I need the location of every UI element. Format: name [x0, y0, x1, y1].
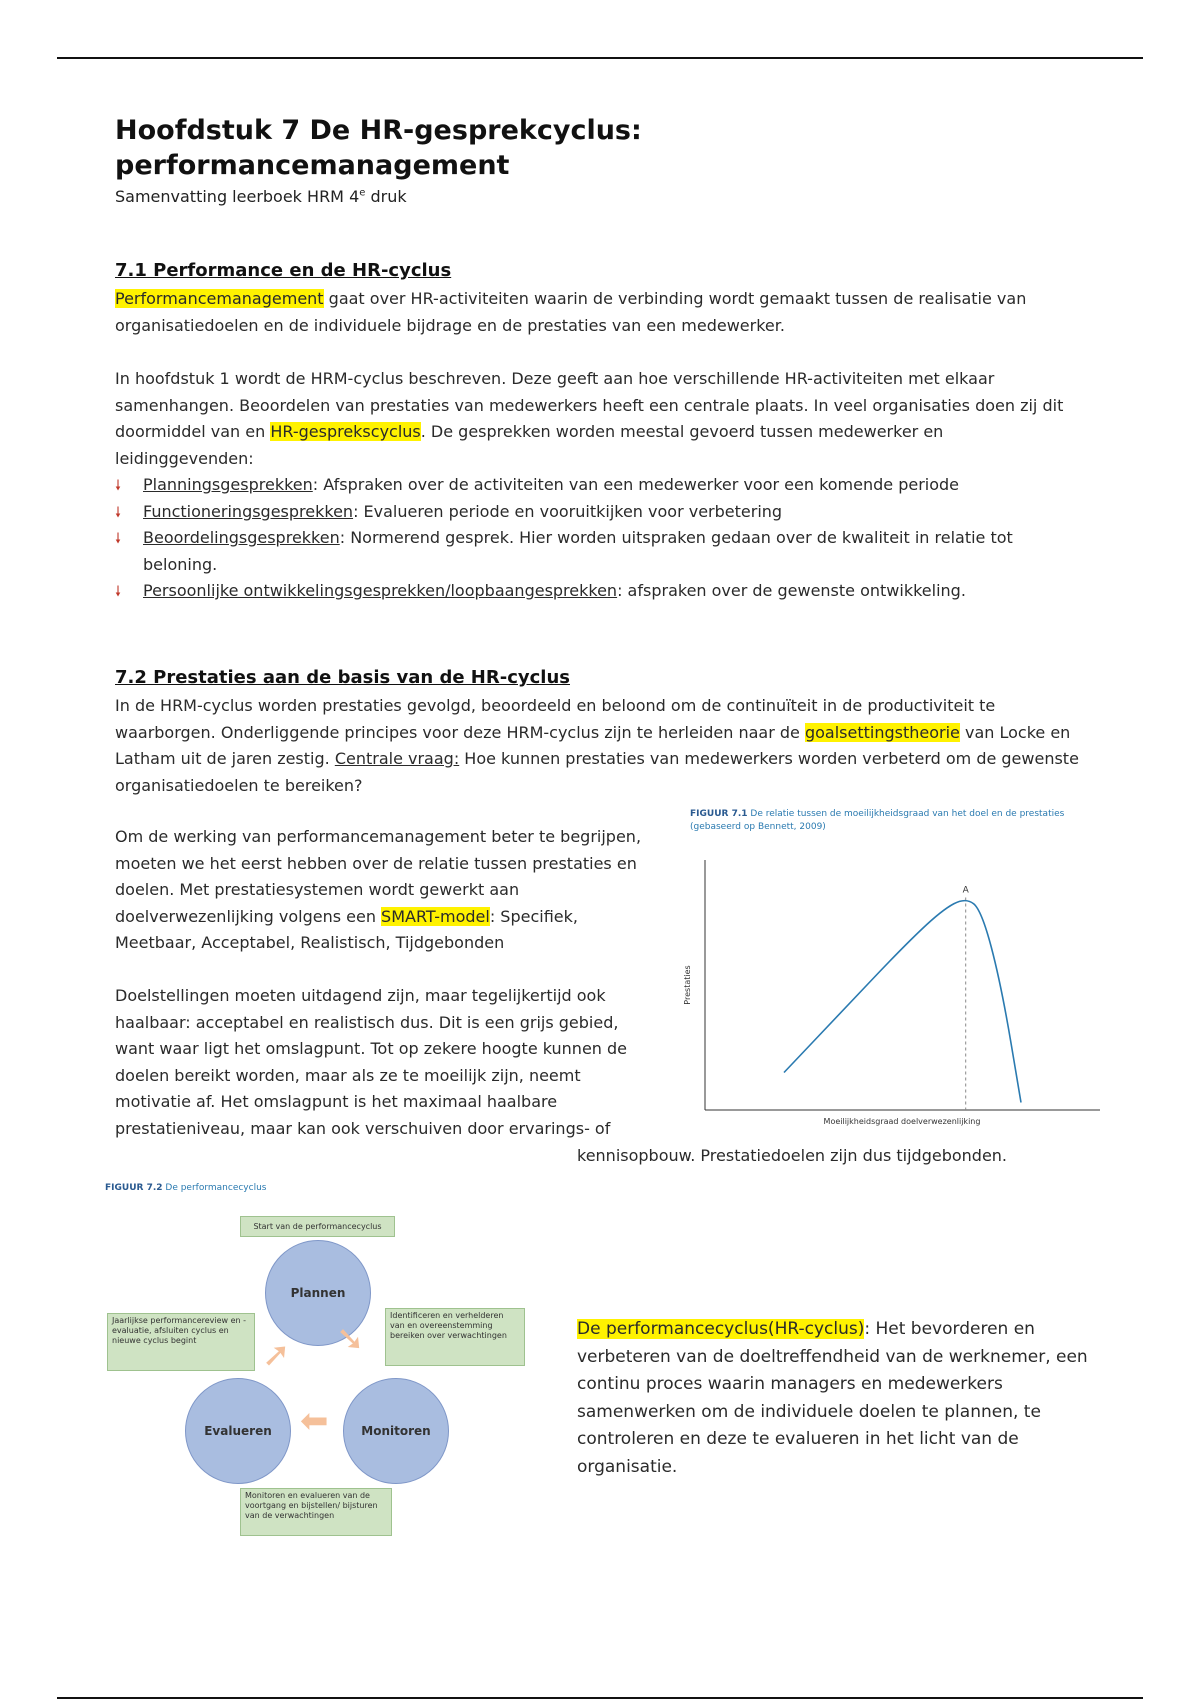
paragraph-text: . De gesprekken worden meestal gevoerd tussen medewerker en leidinggevenden:	[115, 422, 944, 468]
bottom-rule	[57, 1697, 1143, 1699]
paragraph-text: Hoe kunnen prestaties van medewerkers worden verbeterd om de gewenste organisatiedoelen te bereiken?	[115, 749, 1079, 795]
arrow-plannen-to-monitoren-icon: ➘	[336, 1319, 365, 1359]
term-goalsettingstheorie: goalsettingstheorie	[804, 722, 960, 742]
section-2-paragraph-1	[115, 693, 1090, 799]
term-performancemanagement: Performancemanagement	[115, 289, 324, 308]
list-item	[115, 578, 1075, 606]
figure-1-caption-text: De relatie tussen de moeilijkheidsgraad van het doel en de prestaties (gebaseerd op Bennett, 2009)	[690, 809, 1065, 832]
paragraph-text: van Locke en Latham uit de jaren zestig.	[115, 722, 1071, 768]
bullet-text: : afspraken over de gewenste ontwikkeling.	[617, 581, 966, 600]
subtitle	[115, 187, 407, 206]
arrow-bullet-icon: 🠗	[115, 505, 122, 521]
arrow-monitoren-to-evalueren-icon: ⬅	[300, 1401, 329, 1441]
section-2-paragraph-2	[115, 824, 645, 957]
central-question-label: Centrale vraag:	[334, 749, 460, 768]
bullet-text: : Afspraken over de activiteiten van een medewerker voor een komende periode	[312, 475, 960, 494]
right-box: Identificeren en verhelderen van en overeenstemming bereiken over verwachtingen	[385, 1308, 525, 1366]
paragraph-text: Om de werking van performancemanagement beter te begrijpen, moeten we het eerst hebben over de relatie tussen prestaties en doelen. Met prestatiesystemen wordt gewerkt aan doelverwezenlijking volgens een	[115, 827, 642, 926]
section-2-heading: 7.2 Prestaties aan de basis van de HR-cyclus	[115, 667, 570, 688]
bullet-text: : Normerend gesprek. Hier worden uitspraken gedaan over de kwaliteit in relatie tot beloning.	[143, 528, 1013, 574]
term-smart-model: SMART-model	[381, 906, 490, 926]
figure-2-caption-text: De performancecyclus	[165, 1183, 267, 1193]
term-performancecyclus: De performancecyclus(HR-cyclus)	[577, 1319, 865, 1339]
arrow-evalueren-to-plannen-icon: ➚	[262, 1335, 291, 1375]
top-rule	[57, 57, 1143, 59]
section-2-paragraph-3: Doelstellingen moeten uitdagend zijn, maar tegelijkertijd ook haalbaar: acceptabel en realistisch dus. Dit is een grijs gebied, want waar ligt het omslagpunt. Tot op zekere hoogte kunnen de doelen bereikt worden, maar als ze te moeilijk zijn, neemt motivatie af. Het omslagpunt is het maximaal haalbare prestatieniveau, maar kan ook verschuiven door ervarings- of	[115, 986, 628, 1138]
monitoren-circle: Monitoren	[343, 1378, 449, 1484]
section-2-paragraph-4	[577, 1316, 1097, 1481]
figure-1-caption	[690, 808, 1080, 834]
section-1-heading: 7.1 Performance en de HR-cyclus	[115, 260, 452, 281]
list-item	[115, 472, 1075, 500]
y-axis-label: Prestaties	[683, 965, 692, 1005]
bullet-term: Planningsgesprekken	[143, 475, 313, 494]
paragraph-text: In de HRM-cyclus worden prestaties gevolgd, beoordeeld en beloond om de continuïteit in de productiviteit te waarborgen. Onderliggende principes voor deze HRM-cyclus zijn te herleiden naar de	[115, 696, 996, 742]
section-1-paragraph-2	[115, 366, 1085, 472]
subtitle-end: druk	[365, 187, 407, 206]
bullet-term: Functioneringsgesprekken	[143, 502, 354, 521]
start-box: Start van de performancecyclus	[240, 1216, 395, 1237]
figure-1-chart	[680, 850, 1110, 1135]
left-box: Jaarlijkse performancereview en -evaluatie, afsluiten cyclus en nieuwe cyclus begint	[107, 1313, 255, 1371]
paragraph-text: : Specifiek, Meetbaar, Acceptabel, Realistisch, Tijdgebonden	[115, 906, 578, 952]
term-hr-gesprekscyclus: HR-gesprekscyclus	[270, 422, 421, 441]
plannen-circle: Plannen	[265, 1240, 371, 1346]
arrow-bullet-icon: 🠗	[115, 478, 122, 494]
section-1-paragraph-1	[115, 286, 1075, 339]
x-axis-label: Moeilijkheidsgraad doelverwezenlijking	[823, 1117, 981, 1126]
figure-2-caption	[105, 1182, 405, 1195]
paragraph-text: gaat over HR-activiteiten waarin de verbinding wordt gemaakt tussen de realisatie van organisatiedoelen en de individuele bijdrage en de prestaties van een medewerker.	[115, 289, 1027, 335]
performance-curve	[784, 901, 1021, 1103]
list-item	[115, 499, 1075, 527]
paragraph-text: In hoofdstuk 1 wordt de HRM-cyclus beschreven. Deze geeft aan hoe verschillende HR-activiteiten met elkaar samenhangen. Beoordelen van prestaties van medewerkers heeft een centrale plaats. In veel organisaties doen zij dit doormiddel van en	[115, 369, 1064, 441]
paragraph-text: : Het bevorderen en verbeteren van de doeltreffendheid van de werknemer, een continu proces waarin managers en medewerkers samenwerken om de individuele doelen te plannen, te controleren en deze te evalueren in het licht van de organisatie.	[577, 1319, 1088, 1477]
bullet-text: : Evalueren periode en vooruitkijken voor verbetering	[353, 502, 783, 521]
arrow-bullet-icon: 🠗	[115, 584, 122, 600]
section-2-paragraph-3-continued: kennisopbouw. Prestatiedoelen zijn dus tijdgebonden.	[577, 1146, 1008, 1165]
list-item	[115, 525, 1075, 578]
peak-label: A	[962, 885, 969, 896]
page-title: Hoofdstuk 7 De HR-gesprekcyclus: performancemanagement	[115, 115, 642, 181]
evalueren-circle: Evalueren	[185, 1378, 291, 1484]
bottom-box: Monitoren en evalueren van de voortgang en bijstellen/ bijsturen van de verwachtingen	[240, 1488, 392, 1536]
bullet-term: Beoordelingsgesprekken	[143, 528, 340, 547]
figure-1-label: FIGUUR 7.1	[690, 809, 748, 819]
figure-2-label: FIGUUR 7.2	[105, 1183, 163, 1193]
arrow-bullet-icon: 🠗	[115, 531, 122, 547]
subtitle-main: Samenvatting leerboek HRM 4	[115, 187, 360, 206]
subtitle-sup: e	[359, 187, 366, 199]
bullet-term: Persoonlijke ontwikkelingsgesprekken/loopbaangesprekken	[143, 581, 618, 600]
